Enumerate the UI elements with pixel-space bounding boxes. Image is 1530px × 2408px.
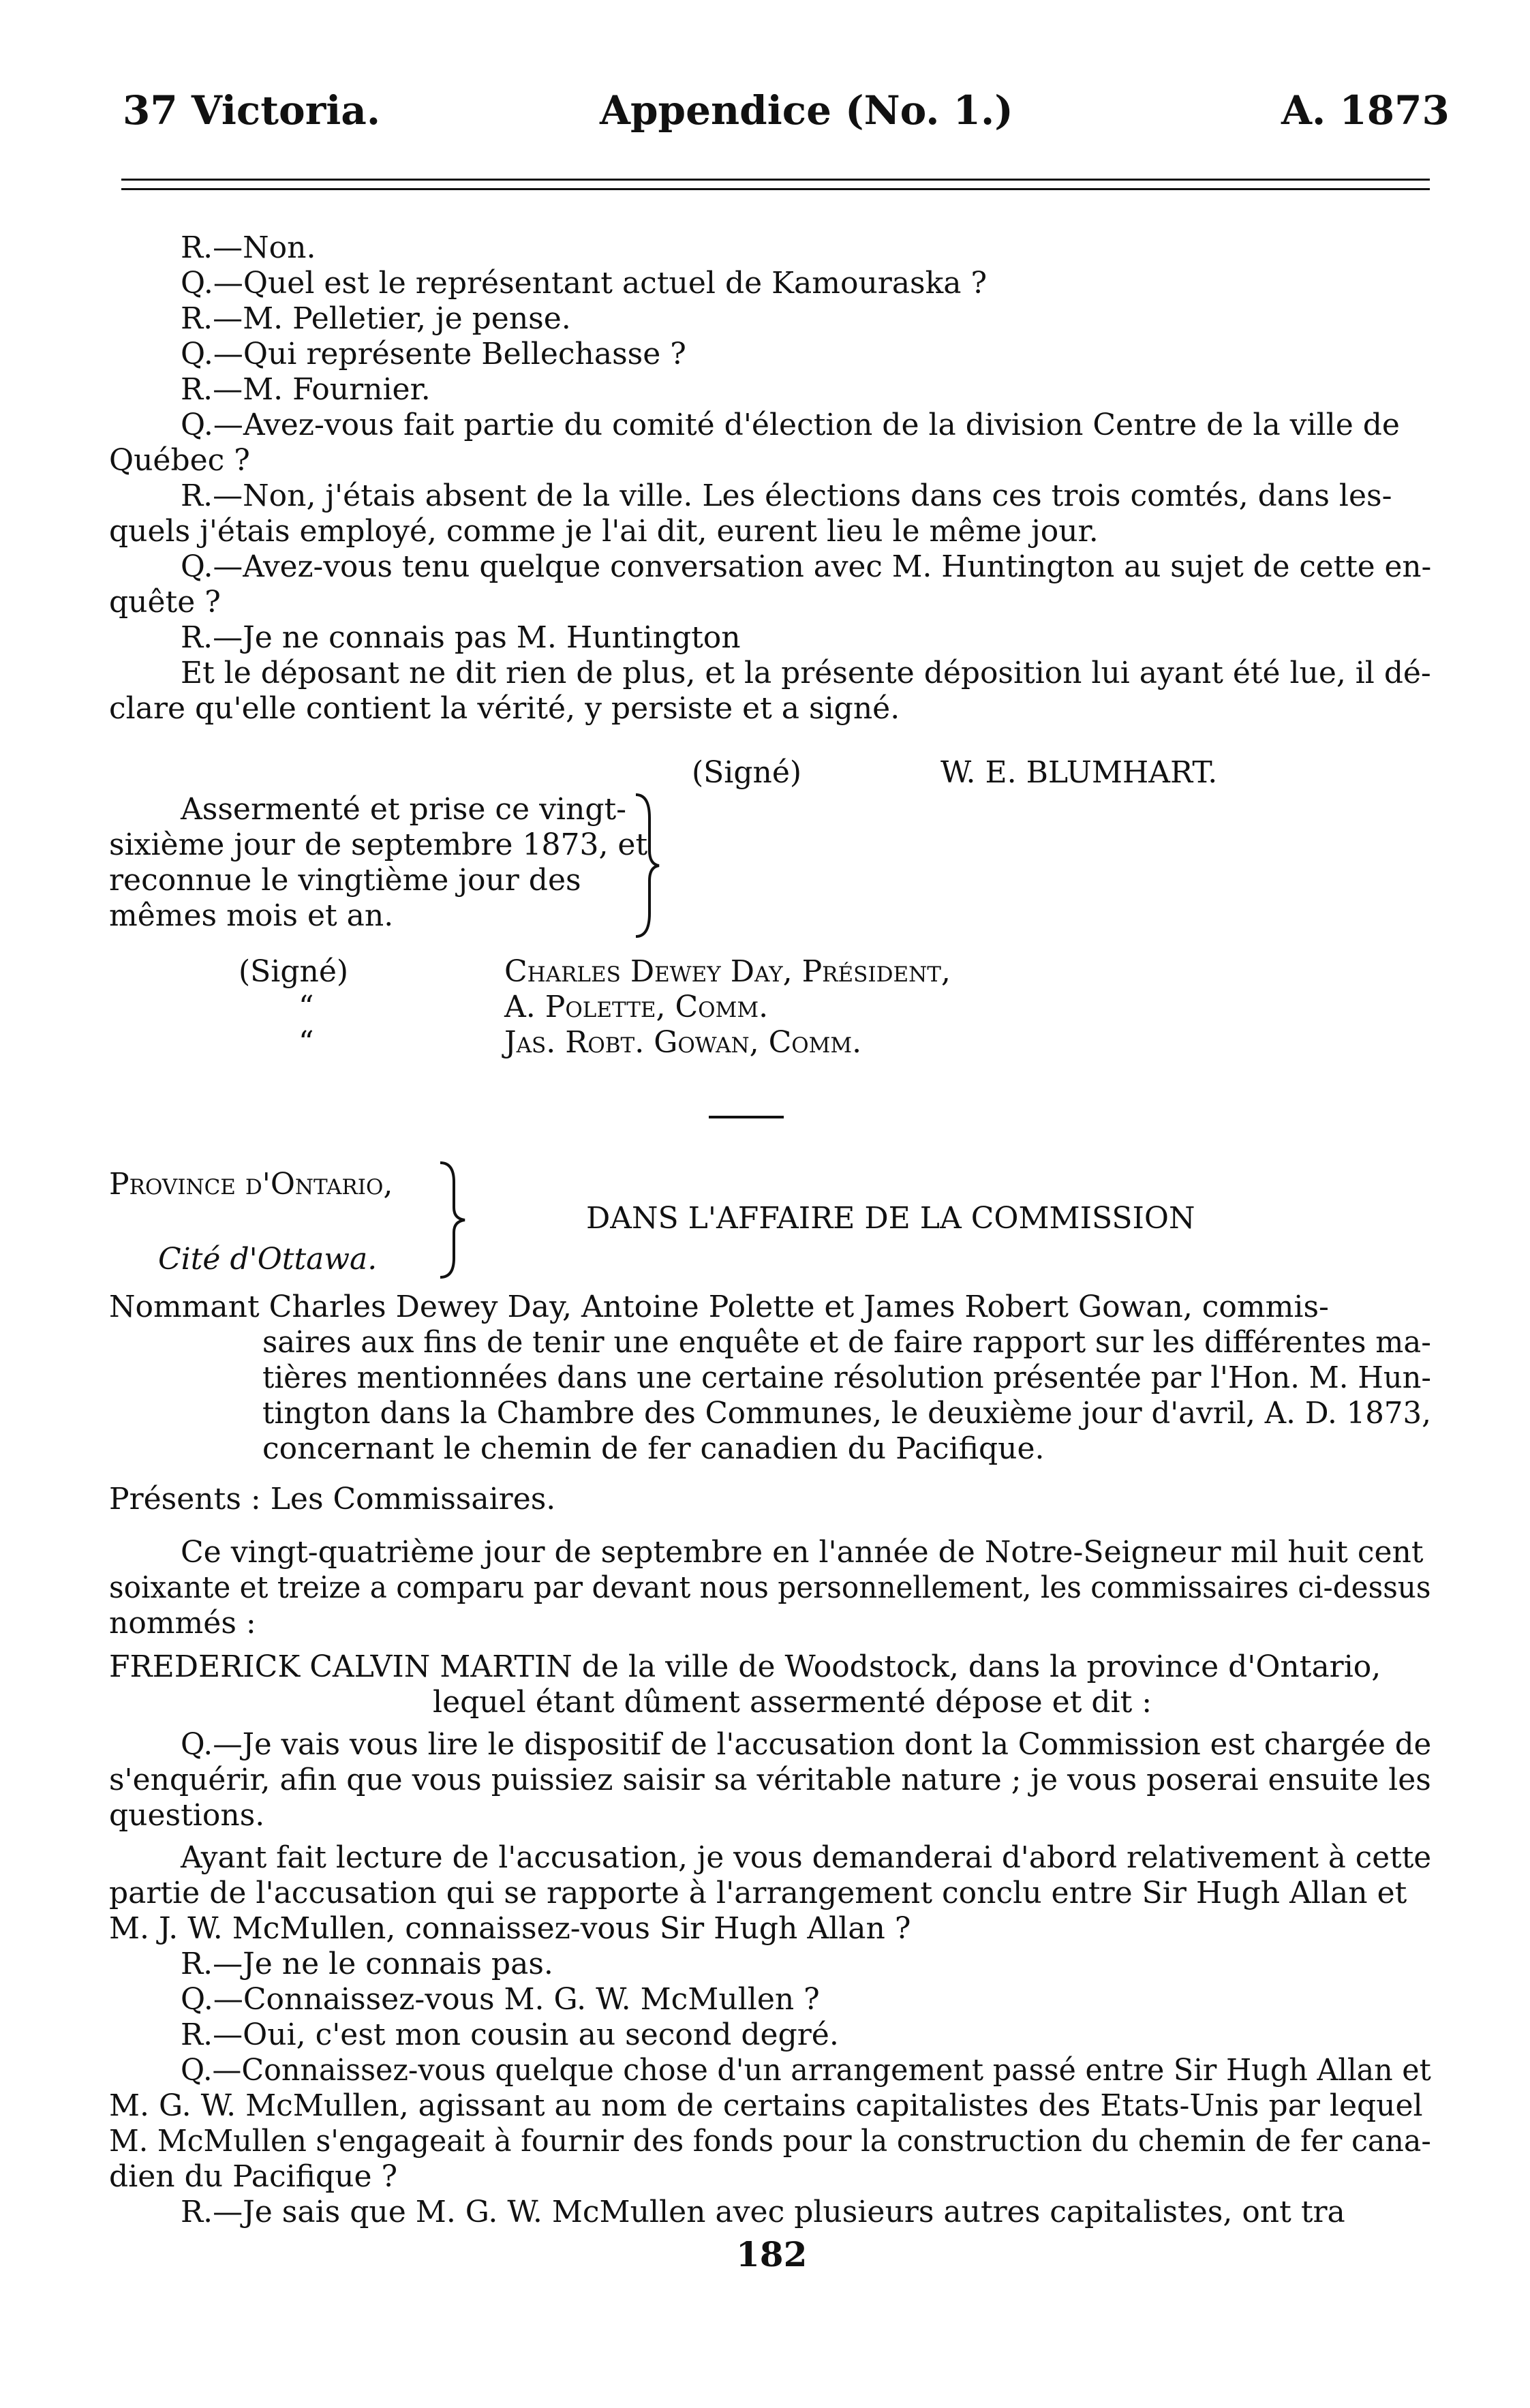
qa-line: M. McMullen s'engageait à fournir des fonds pour la construction du chemin de fer cana- (109, 2124, 1431, 2159)
page-number: 182 (736, 2234, 808, 2274)
witness-line (109, 1649, 1381, 1685)
signed-label: (Signé) (239, 954, 349, 989)
commission-title: DANS L'AFFAIRE DE LA COMMISSION (586, 1201, 1195, 1236)
qa-line: clare qu'elle contient la vérité, y persiste et a signé. (109, 691, 900, 726)
qa-line: Q.—Quel est le représentant actuel de Kamouraska ? (181, 266, 988, 301)
intro-line: soixante et treize a comparu par devant nous personnellement, les commissaires ci-dessus (109, 1570, 1431, 1605)
qa-line: dien du Pacifique ? (109, 2159, 398, 2194)
province-brace (436, 1159, 470, 1281)
signer-name: Jas. Robt. Gowan, Comm. (504, 1025, 862, 1060)
qa-line: R.—M. Pelletier, je pense. (181, 301, 571, 336)
sworn-line: reconnue le vingtième jour des (109, 863, 581, 898)
qa-line: Q.—Connaissez-vous quelque chose d'un arrangement passé entre Sir Hugh Allan et (181, 2053, 1431, 2088)
header-right: A. 1873 (1281, 87, 1450, 134)
sworn-line: Assermenté et prise ce vingt- (181, 792, 627, 827)
nommant-line: tières mentionnées dans une certaine résolution présentée par l'Hon. M. Hun- (262, 1360, 1431, 1395)
witness-name: FREDERICK CALVIN MARTIN (109, 1649, 572, 1684)
header-rule-top (121, 179, 1430, 181)
signer-name: Charles Dewey Day, Président, (504, 954, 951, 989)
qa-line: R.—Non, j'étais absent de la ville. Les élections dans ces trois comtés, dans les- (181, 478, 1392, 513)
qa-line: R.—Oui, c'est mon cousin au second degré. (181, 2017, 839, 2052)
city-line: Cité d'Ottawa. (158, 1242, 378, 1277)
qa-line: M. J. W. McMullen, connaissez-vous Sir Hugh Allan ? (109, 1911, 911, 1946)
qa-line: R.—Je ne connais pas M. Huntington (181, 620, 741, 655)
ditto-mark: “ (299, 990, 314, 1024)
intro-line: nommés : (109, 1606, 256, 1641)
qa-line: R.—Non. (181, 230, 316, 265)
province-line: Province d'Ontario, (109, 1167, 393, 1202)
qa-line: Québec ? (109, 443, 250, 478)
qa-line: Ayant fait lecture de l'accusation, je vous demanderai d'abord relativement à cette (181, 1840, 1432, 1875)
nommant-line: Nommant Charles Dewey Day, Antoine Polette et James Robert Gowan, commis- (109, 1290, 1329, 1324)
qa-line: quête ? (109, 585, 221, 620)
qa-line: Q.—Je vais vous lire le dispositif de l'accusation dont la Commission est chargée de (181, 1727, 1432, 1762)
qa-line: M. G. W. McMullen, agissant au nom de certains capitalistes des Etats-Unis par lequel (109, 2088, 1423, 2123)
signer-name: A. Polette, Comm. (504, 990, 769, 1024)
section-divider (709, 1116, 784, 1118)
qa-line: questions. (109, 1798, 265, 1833)
witness-origin: de la ville de Woodstock, dans la province d'Ontario, (572, 1649, 1381, 1684)
qa-line: R.—Je ne le connais pas. (181, 1947, 553, 1981)
witness-line-2: lequel étant dûment assermenté dépose et dit : (433, 1685, 1152, 1720)
ditto-mark: “ (299, 1025, 314, 1060)
sworn-line: mêmes mois et an. (109, 898, 394, 933)
qa-line: R.—M. Fournier. (181, 372, 431, 407)
nommant-line: concernant le chemin de fer canadien du Pacifique. (262, 1431, 1045, 1466)
sworn-line: sixième jour de septembre 1873, et (109, 827, 648, 862)
qa-line: partie de l'accusation qui se rapporte à l'arrangement conclu entre Sir Hugh Allan et (109, 1876, 1407, 1910)
signature-name: W. E. BLUMHART. (940, 755, 1218, 790)
nommant-line: tington dans la Chambre des Communes, le deuxième jour d'avril, A. D. 1873, (262, 1396, 1431, 1431)
qa-line: Q.—Connaissez-vous M. G. W. McMullen ? (181, 1982, 820, 2017)
header-left: 37 Victoria. (123, 87, 381, 134)
signature-signe: (Signé) (692, 755, 802, 790)
header-center: Appendice (No. 1.) (600, 87, 1013, 134)
qa-line: Q.—Avez-vous tenu quelque conversation avec M. Huntington au sujet de cette en- (181, 549, 1432, 584)
qa-line: Q.—Qui représente Bellechasse ? (181, 337, 686, 371)
qa-line: Q.—Avez-vous fait partie du comité d'élection de la division Centre de la ville de (181, 408, 1400, 442)
qa-line: R.—Je sais que M. G. W. McMullen avec plusieurs autres capitalistes, ont tra (181, 2195, 1345, 2229)
qa-line: s'enquérir, afin que vous puissiez saisir sa véritable nature ; je vous poserai ensuite les (109, 1763, 1431, 1797)
presents-line: Présents : Les Commissaires. (109, 1482, 556, 1517)
qa-line: Et le déposant ne dit rien de plus, et la présente déposition lui ayant été lue, il dé- (181, 656, 1431, 690)
nommant-line: saires aux fins de tenir une enquête et de faire rapport sur les différentes ma- (262, 1325, 1431, 1360)
header-rule-bottom (121, 188, 1430, 190)
intro-line: Ce vingt-quatrième jour de septembre en l'année de Notre-Seigneur mil huit cent (181, 1535, 1424, 1570)
sworn-brace (630, 791, 664, 941)
qa-line: quels j'étais employé, comme je l'ai dit, eurent lieu le même jour. (109, 514, 1099, 549)
